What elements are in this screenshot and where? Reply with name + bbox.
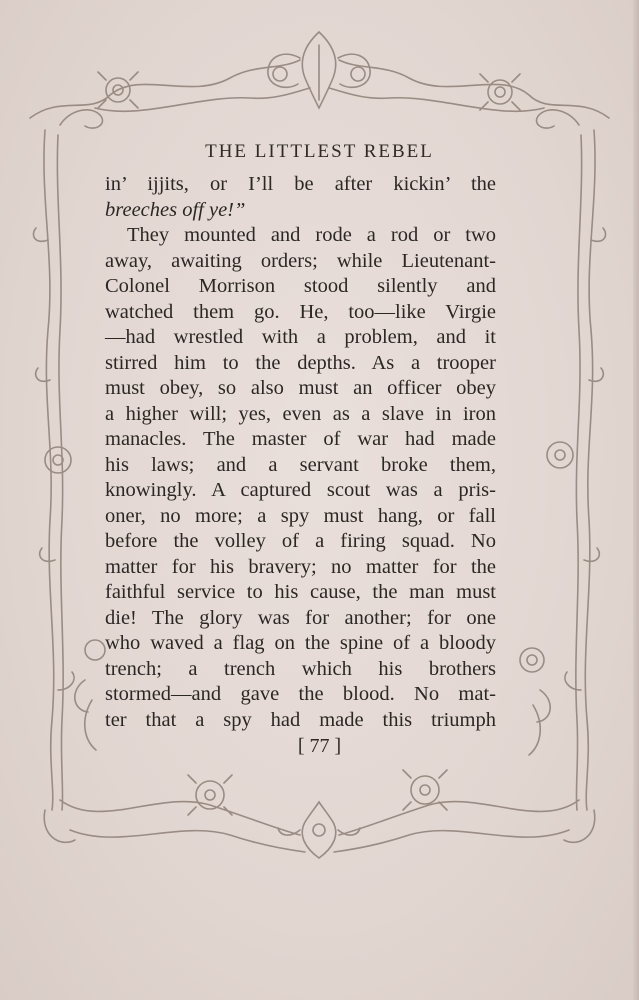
text-line: manacles. The master of war had made [105,428,496,450]
page-number: [ 77 ] [297,735,342,757]
bottom-left-flower-icon [188,775,232,815]
right-vine-ornament [520,130,606,810]
top-fleuron-icon [268,32,370,108]
text-line: stirred him to the depths. As a trooper [105,351,496,374]
text-line: —had wrestled with a problem, and it [105,326,496,348]
text-line: They mounted and rode a rod or two [127,224,496,246]
text-line: die! The glory was for another; for one [105,606,496,629]
top-right-flower-icon [480,74,520,110]
text-line: oner, no more; a spy must hang, or fall [105,504,496,527]
bottom-right-flower-icon [403,770,447,810]
text-line: his laws; and a servant broke them, [105,453,496,476]
running-head: THE LITTLEST REBEL [205,141,434,162]
text-line: stormed—and gave the blood. No mat- [105,683,496,705]
text-line: faithful service to his cause, the man must [105,581,496,603]
text-line: in’ ijjits, or I’ll be after kickin’ the [105,173,496,195]
bottom-scroll-ornament [44,800,595,852]
text-line: matter for his bravery; no matter for the [105,555,496,578]
text-line: a higher will; yes, even as a slave in iron [105,402,496,425]
text-line: Colonel Morrison stood silently and [105,275,496,297]
body-text [105,172,496,733]
text-line: before the volley of a firing squad. No [105,530,496,552]
text-line: trench; a trench which his brothers [105,657,496,680]
text-line: who waved a flag on the spine of a bloody [105,632,496,654]
text-line: must obey, so also must an officer obey [105,377,496,399]
text-line: away, awaiting orders; while Lieutenant- [105,249,496,272]
left-vine-ornament [33,130,105,810]
text-line: watched them go. He, too—like Virgie [105,300,496,323]
text-line: breeches off ye!” [105,198,246,221]
text-line: knowingly. A captured scout was a pris- [105,479,496,501]
text-line: ter that a spy had made this triumph [105,708,496,731]
